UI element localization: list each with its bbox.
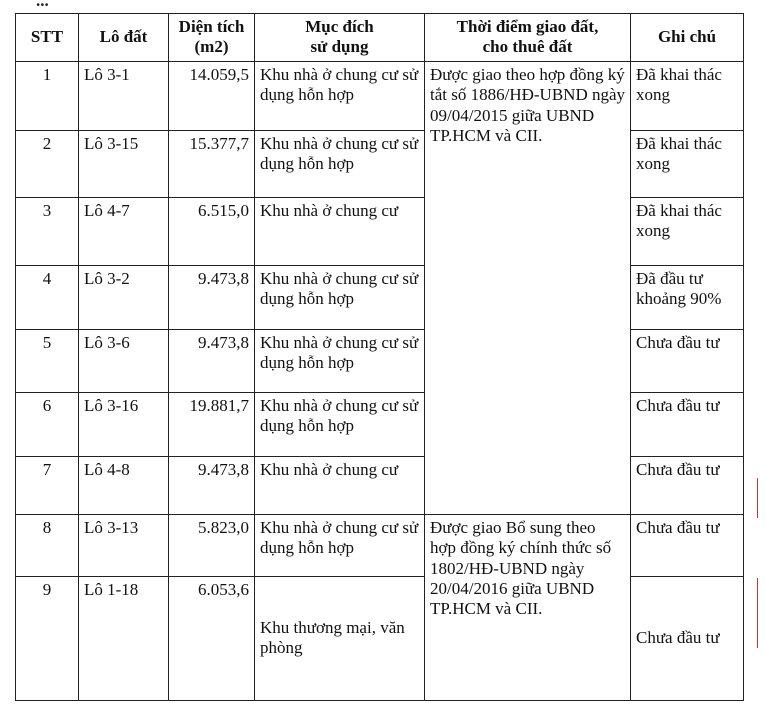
header-time-line1: Thời điểm giao đất,	[456, 17, 599, 36]
cell-area: 19.881,7	[169, 392, 255, 456]
cell-note: Đã khai thác xong	[631, 197, 744, 265]
cell-lot: Lô 3-15	[79, 130, 169, 197]
cell-allotment-group-2: Được giao Bổ sung theo hợp đồng ký chính thức số 1802/HĐ-UBND ngày 20/04/2016 giữa UBND TP.HCM và CII.	[425, 514, 631, 700]
cell-lot: Lô 3-1	[79, 61, 169, 130]
header-stt: STT	[16, 14, 79, 62]
table-row	[16, 130, 744, 197]
header-allotment-time	[425, 14, 631, 62]
cell-lot: Lô 4-8	[79, 456, 169, 514]
cell-purpose: Khu thương mại, văn phòng	[255, 576, 425, 700]
cell-stt: 7	[16, 456, 79, 514]
cell-purpose: Khu nhà ở chung cư sử dụng hỗn hợp	[255, 130, 425, 197]
cell-note: Đã khai thác xong	[631, 130, 744, 197]
header-time-line2: cho thuê đất	[482, 37, 573, 57]
header-area	[169, 14, 255, 62]
table-row	[16, 265, 744, 329]
cell-note: Chưa đầu tư	[631, 514, 744, 576]
table-row	[16, 392, 744, 456]
header-area-line1: Diện tích	[178, 17, 245, 36]
table-row	[16, 576, 744, 700]
cell-note: Đã khai thác xong	[631, 61, 744, 130]
cell-purpose: Khu nhà ở chung cư sử dụng hỗn hợp	[255, 392, 425, 456]
cell-lot: Lô 1-18	[79, 576, 169, 700]
land-lots-table	[15, 13, 744, 701]
table-header-row	[16, 14, 744, 62]
red-stamp-fragment	[758, 470, 766, 670]
cell-purpose: Khu nhà ở chung cư	[255, 456, 425, 514]
cell-stt: 5	[16, 329, 79, 392]
cell-area: 15.377,7	[169, 130, 255, 197]
header-purpose-line1: Mục đích	[305, 17, 374, 36]
cell-stt: 9	[16, 576, 79, 700]
cell-purpose: Khu nhà ở chung cư	[255, 197, 425, 265]
cell-note: Đã đầu tư khoảng 90%	[631, 265, 744, 329]
cell-lot: Lô 3-2	[79, 265, 169, 329]
cell-purpose: Khu nhà ở chung cư sử dụng hỗn hợp	[255, 514, 425, 576]
cell-note: Chưa đầu tư	[631, 576, 744, 700]
cell-note: Chưa đầu tư	[631, 392, 744, 456]
header-area-line2: (m2)	[194, 37, 229, 57]
cell-stt: 4	[16, 265, 79, 329]
table-row	[16, 514, 744, 576]
cell-stt: 2	[16, 130, 79, 197]
header-purpose-line2: sử dụng	[310, 37, 369, 57]
cell-lot: Lô 3-13	[79, 514, 169, 576]
cell-stt: 1	[16, 61, 79, 130]
cell-area: 6.053,6	[169, 576, 255, 700]
cell-purpose: Khu nhà ở chung cư sử dụng hỗn hợp	[255, 329, 425, 392]
cell-note: Chưa đầu tư	[631, 456, 744, 514]
table-row	[16, 197, 744, 265]
table-row	[16, 456, 744, 514]
header-purpose	[255, 14, 425, 62]
cell-stt: 8	[16, 514, 79, 576]
cell-stt: 3	[16, 197, 79, 265]
cell-stt: 6	[16, 392, 79, 456]
cell-area: 9.473,8	[169, 456, 255, 514]
cell-lot: Lô 4-7	[79, 197, 169, 265]
cell-area: 9.473,8	[169, 329, 255, 392]
cell-purpose: Khu nhà ở chung cư sử dụng hỗn hợp	[255, 265, 425, 329]
cell-area: 5.823,0	[169, 514, 255, 576]
cell-lot: Lô 3-16	[79, 392, 169, 456]
cell-purpose: Khu nhà ở chung cư sử dụng hỗn hợp	[255, 61, 425, 130]
cell-lot: Lô 3-6	[79, 329, 169, 392]
cell-area: 6.515,0	[169, 197, 255, 265]
table-row	[16, 61, 744, 130]
cell-area: 9.473,8	[169, 265, 255, 329]
cell-allotment-group-1: Được giao theo hợp đồng ký tắt số 1886/HĐ-UBND ngày 09/04/2015 giữa UBND TP.HCM và CII.	[425, 61, 631, 514]
cell-note: Chưa đầu tư	[631, 329, 744, 392]
cut-off-header-text: ...	[36, 0, 49, 10]
table-row	[16, 329, 744, 392]
header-note: Ghi chú	[631, 14, 744, 62]
cell-area: 14.059,5	[169, 61, 255, 130]
header-lot: Lô đất	[79, 14, 169, 62]
